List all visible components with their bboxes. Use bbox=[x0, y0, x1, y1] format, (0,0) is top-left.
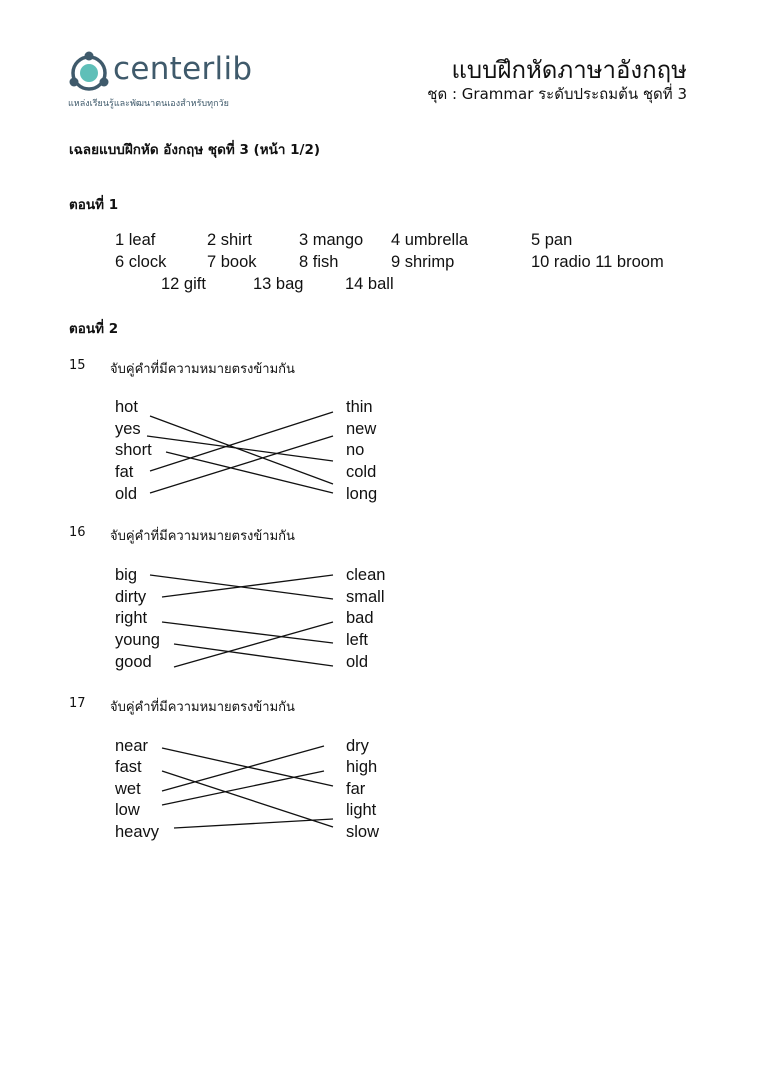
left-word: old bbox=[115, 485, 138, 503]
left-word: wet bbox=[115, 780, 141, 798]
list-item: 9 shrimp bbox=[391, 253, 455, 271]
page-subtitle: ชุด : Grammar ระดับประถมต้น ชุดที่ 3 bbox=[427, 85, 687, 103]
list-item: 2 shirt bbox=[207, 231, 252, 249]
right-word: high bbox=[346, 758, 378, 776]
logo-tagline: แหล่งเรียนรู้และพัฒนาตนเองสำหรับทุกวัย bbox=[68, 99, 229, 109]
list-item: 1 leaf bbox=[115, 231, 156, 249]
right-word: new bbox=[346, 420, 377, 438]
match-line bbox=[150, 412, 333, 471]
right-word: dry bbox=[346, 737, 369, 755]
list-item: 10 radio 11 broom bbox=[531, 253, 664, 271]
part1-heading: ตอนที่ 1 bbox=[69, 197, 119, 213]
left-word: short bbox=[115, 441, 152, 459]
match-line bbox=[174, 644, 333, 666]
answer-key-title: เฉลยแบบฝึกหัด อังกฤษ ชุดที่ 3 (หน้า 1/2) bbox=[69, 142, 321, 158]
right-word: old bbox=[346, 653, 369, 671]
question-instruction: จับคู่คำที่มีความหมายตรงข้ามกัน bbox=[110, 362, 295, 377]
right-word: thin bbox=[346, 398, 373, 416]
question-instruction: จับคู่คำที่มีความหมายตรงข้ามกัน bbox=[110, 529, 295, 544]
left-word: fat bbox=[115, 463, 134, 481]
match-line bbox=[162, 622, 333, 643]
right-word: small bbox=[346, 588, 385, 606]
left-word: dirty bbox=[115, 588, 147, 606]
match-line bbox=[174, 819, 333, 828]
question-instruction: จับคู่คำที่มีความหมายตรงข้ามกัน bbox=[110, 700, 295, 715]
match-line bbox=[147, 436, 333, 461]
logo-text: centerlib bbox=[113, 51, 253, 87]
list-item: 4 umbrella bbox=[391, 231, 469, 249]
left-word: hot bbox=[115, 398, 138, 416]
left-word: right bbox=[115, 609, 148, 627]
right-word: long bbox=[346, 485, 378, 503]
list-item: 12 gift bbox=[161, 275, 206, 293]
left-word: near bbox=[115, 737, 149, 755]
list-item: 7 book bbox=[207, 253, 257, 271]
match-line bbox=[174, 622, 333, 667]
page-title: แบบฝึกหัดภาษาอังกฤษ bbox=[451, 56, 687, 84]
right-word: left bbox=[346, 631, 369, 649]
left-word: fast bbox=[115, 758, 142, 776]
match-line bbox=[162, 575, 333, 597]
list-item: 14 ball bbox=[345, 275, 394, 293]
right-word: slow bbox=[346, 823, 380, 841]
left-word: heavy bbox=[115, 823, 160, 841]
list-item: 8 fish bbox=[299, 253, 339, 271]
left-word: good bbox=[115, 653, 152, 671]
match-line bbox=[150, 436, 333, 493]
right-word: bad bbox=[346, 609, 374, 627]
right-word: clean bbox=[346, 566, 386, 584]
right-word: cold bbox=[346, 463, 377, 481]
question-number: 16 bbox=[69, 525, 86, 540]
question-number: 17 bbox=[69, 696, 86, 711]
match-line bbox=[162, 771, 324, 805]
right-word: light bbox=[346, 801, 377, 819]
list-item: 5 pan bbox=[531, 231, 573, 249]
left-word: big bbox=[115, 566, 138, 584]
right-word: far bbox=[346, 780, 366, 798]
list-item: 6 clock bbox=[115, 253, 167, 271]
right-word: no bbox=[346, 441, 365, 459]
part2-heading: ตอนที่ 2 bbox=[69, 321, 119, 337]
left-word: young bbox=[115, 631, 160, 649]
match-line bbox=[150, 416, 333, 484]
left-word: yes bbox=[115, 420, 141, 438]
list-item: 13 bag bbox=[253, 275, 304, 293]
question-number: 15 bbox=[69, 358, 86, 373]
list-item: 3 mango bbox=[299, 231, 364, 249]
left-word: low bbox=[115, 801, 140, 819]
